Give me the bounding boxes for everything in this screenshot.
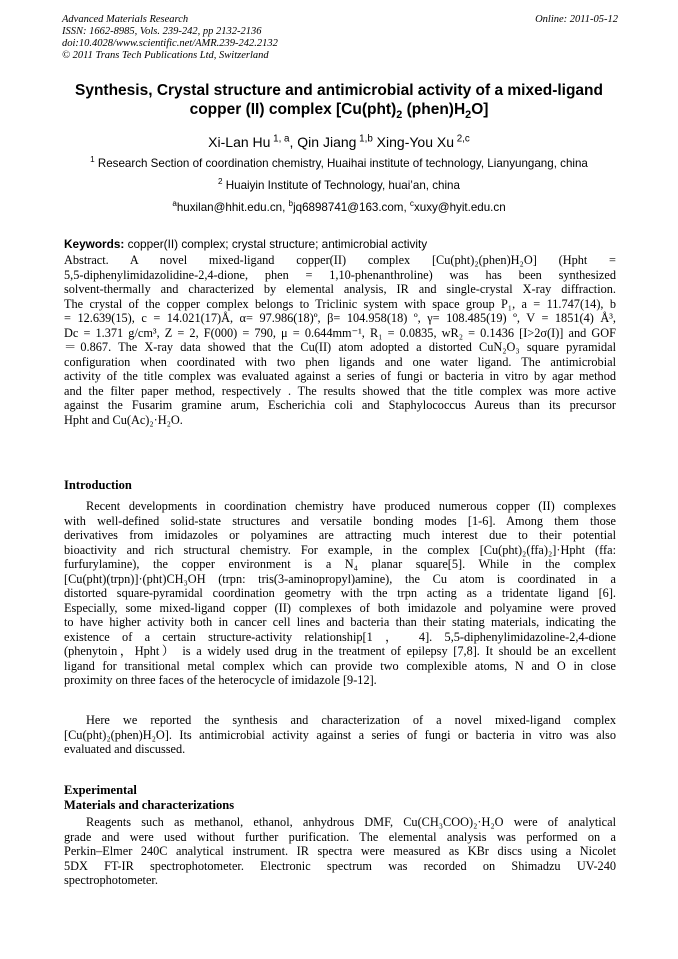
text-line: activity of the title complex was evaluated against a series of fungi or bacteria in vitro by agar method — [64, 369, 616, 383]
text-line: ＝0.867. The X-ray data showed that the Cu(II) atom adopted a distorted CuN₂O₃ square pyramidal — [64, 340, 616, 354]
section-heading-experimental: Experimental — [64, 783, 137, 797]
author-name: , Qin Jiang — [289, 134, 357, 150]
text-line: Especially, some mixed-ligand copper (II) complexes of both imidazole and polyamine were proved — [64, 600, 616, 615]
text-line: distorted square-pyramidal coordination geometry with the trpn acting as a tridentate ligand [6]. — [64, 586, 616, 600]
text-line: Dc = 1.371 g/cm³, Z = 2, F(000) = 790, μ = 0.644mm⁻¹, R₁ = 0.0835, wR₂ = 0.1436 [I>2σ(I)] and GOF — [64, 325, 616, 340]
text-line: solvent-thermally and characterized by elemental analysis, IR and single-crystal X-ray diffraction. — [64, 282, 616, 296]
email-link[interactable]: huxilan@hhit.edu.cn, — [176, 201, 289, 214]
author-emails — [40, 201, 638, 215]
affil-mark: 2 — [218, 177, 223, 187]
title-line-2 — [40, 100, 638, 122]
title-text: copper (II) complex [Cu(pht) — [189, 101, 397, 118]
text-line: furfurylamine), the copper environment is a N₄ planar square[5]. While in the complex — [64, 557, 616, 571]
journal-doi: doi:10.4028/www.scientific.net/AMR.239-242.2132 — [62, 38, 278, 49]
abstract — [64, 253, 616, 427]
text-line: [Cu(pht)(trpn)]·(pht)CH₃OH (trpn: tris(3-aminopropyl)amine), the Cu atom is coordinated in a — [64, 571, 616, 586]
affiliation-1 — [40, 157, 638, 171]
text-line: Abstract. A novel mixed-ligand copper(II) complex [Cu(pht)₂(phen)H₂O] (Hpht = — [64, 253, 616, 267]
keywords — [64, 237, 616, 251]
text-line: evaluated and discussed. — [64, 742, 186, 756]
text-line: derivatives from imidazoles or polyamines are attracting much interest due to their potential — [64, 528, 616, 542]
text-line: Recent developments in coordination chemistry have produced numerous copper (II) complexes — [86, 499, 616, 513]
affil-text: Huaiyin Institute of Technology, huai’an, china — [222, 179, 460, 192]
email-link[interactable]: xuxy@hyit.edu.cn — [413, 201, 506, 214]
text-line: against the Fusarim gramine arum, Escherichia coli and Staphylococcus Aureus than its precursor — [64, 398, 616, 412]
email-mark: c — [409, 199, 414, 209]
text-line: ligand for transitional metal complex which can provide two complexible atoms, N and O in close — [64, 658, 616, 673]
text-line: Perkin–Elmer 240C analytical instrument. IR spectra were measured as KBr discs using a Nicolet — [64, 844, 616, 858]
experimental-paragraph-1 — [64, 815, 616, 888]
title-subscript: 2 — [396, 109, 403, 122]
text-line: existence of a certain structure-activity relationship[1 ， 4]. 5,5-diphenylimidazoline-2,4-dione — [64, 629, 616, 644]
title-text: (phen)H — [402, 101, 466, 118]
keywords-text: copper(II) complex; crystal structure; antimicrobial activity — [124, 237, 428, 251]
affil-text: Research Section of coordination chemistry, Huaihai institute of technology, Lianyungang, china — [94, 157, 588, 170]
text-line: Here we reported the synthesis and characterization of a novel mixed-ligand complex — [86, 713, 616, 727]
intro-paragraph-1 — [64, 499, 616, 688]
author-affil-mark: 1,b — [356, 133, 373, 145]
text-line: (phenytoin，Hpht） is a widely used drug in the treatment of epilepsy [7,8]. It should be an excellent — [64, 644, 616, 658]
author-name: Xi-Lan Hu — [208, 134, 271, 150]
text-line: proximity on three faces of the heterocycle of imidazole [9-12]. — [64, 673, 377, 687]
text-line: 5DX FT-IR spectrophotometer. Electronic spectrum was recorded on Shimadzu UV-240 — [64, 858, 616, 873]
text-line: bioactivity and rich structural chemistry. For example, in the complex [Cu(pht)₂(ffa)₂]·Hpht (ffa: — [64, 542, 616, 557]
text-line: grade and were used without further purification. The elemental analysis was performed on a — [64, 829, 616, 844]
section-heading-introduction: Introduction — [64, 478, 132, 492]
text-line: with well-defined solid-state structures and versatile bonding modes [1-6]. Among them those — [64, 513, 616, 528]
affil-mark: 1 — [90, 155, 95, 165]
text-line: [Cu(pht)₂(phen)H₂O]. Its antimicrobial activity against a series of fungi or bacteria in vitro was also — [64, 727, 616, 742]
author-list — [40, 133, 638, 151]
text-line: spectrophotometer. — [64, 873, 158, 887]
journal-issn: ISSN: 1662-8985, Vols. 239-242, pp 2132-2136 — [62, 26, 262, 37]
journal-header — [62, 14, 618, 62]
text-line: Reagents such as methanol, ethanol, anhydrous DMF, Cu(CH₃COO)₂·H₂O were of analytical — [86, 815, 616, 829]
subsection-heading-materials: Materials and characterizations — [64, 798, 235, 812]
journal-name: Advanced Materials Research — [62, 14, 189, 25]
text-line: Hpht and Cu(Ac)₂·H₂O. — [64, 412, 183, 427]
email-mark: b — [288, 199, 294, 209]
keywords-label: Keywords: — [64, 237, 125, 251]
author-affil-mark: 2,c — [454, 133, 470, 145]
online-date: Online: 2011-05-12 — [535, 14, 618, 25]
author-name: Xing-You Xu — [372, 134, 455, 150]
title-subscript: 2 — [465, 109, 472, 122]
affiliation-2 — [40, 179, 638, 193]
journal-copyright: © 2011 Trans Tech Publications Ltd, Switzerland — [62, 50, 269, 61]
email-mark: a — [172, 199, 177, 209]
text-line: configuration when coordinated with two phen ligands and one water ligand. The antimicrobial — [64, 354, 616, 369]
text-line: and the filter paper method, respectively . The results showed that the title complex was more active — [64, 383, 616, 398]
title-text: O] — [471, 101, 489, 118]
text-line: 5,5-diphenylimidazolidine-2,4-dione, phen = 1,10-phenanthroline) was has been synthesized — [64, 267, 616, 282]
text-line: to have higher activity both in cancer cell lines and bacteria than their stating materials, indicating the — [64, 615, 616, 629]
text-line: = 12.639(15), c = 14.021(17)Å, α= 97.986(18)º, β= 104.958(18) º, γ= 108.485(19) º, V = 1851(4) Å³, — [64, 311, 616, 325]
author-affil-mark: 1, a — [270, 133, 290, 145]
title-line-1: Synthesis, Crystal structure and antimicrobial activity of a mixed-ligand — [74, 82, 603, 99]
email-link[interactable]: jq6898741@163.com, — [293, 201, 410, 214]
paper-title — [40, 81, 638, 122]
intro-paragraph-2 — [64, 713, 616, 757]
text-line: The crystal of the copper complex belongs to Triclinic system with space group P₁, a = 11.747(14), b — [64, 296, 616, 311]
